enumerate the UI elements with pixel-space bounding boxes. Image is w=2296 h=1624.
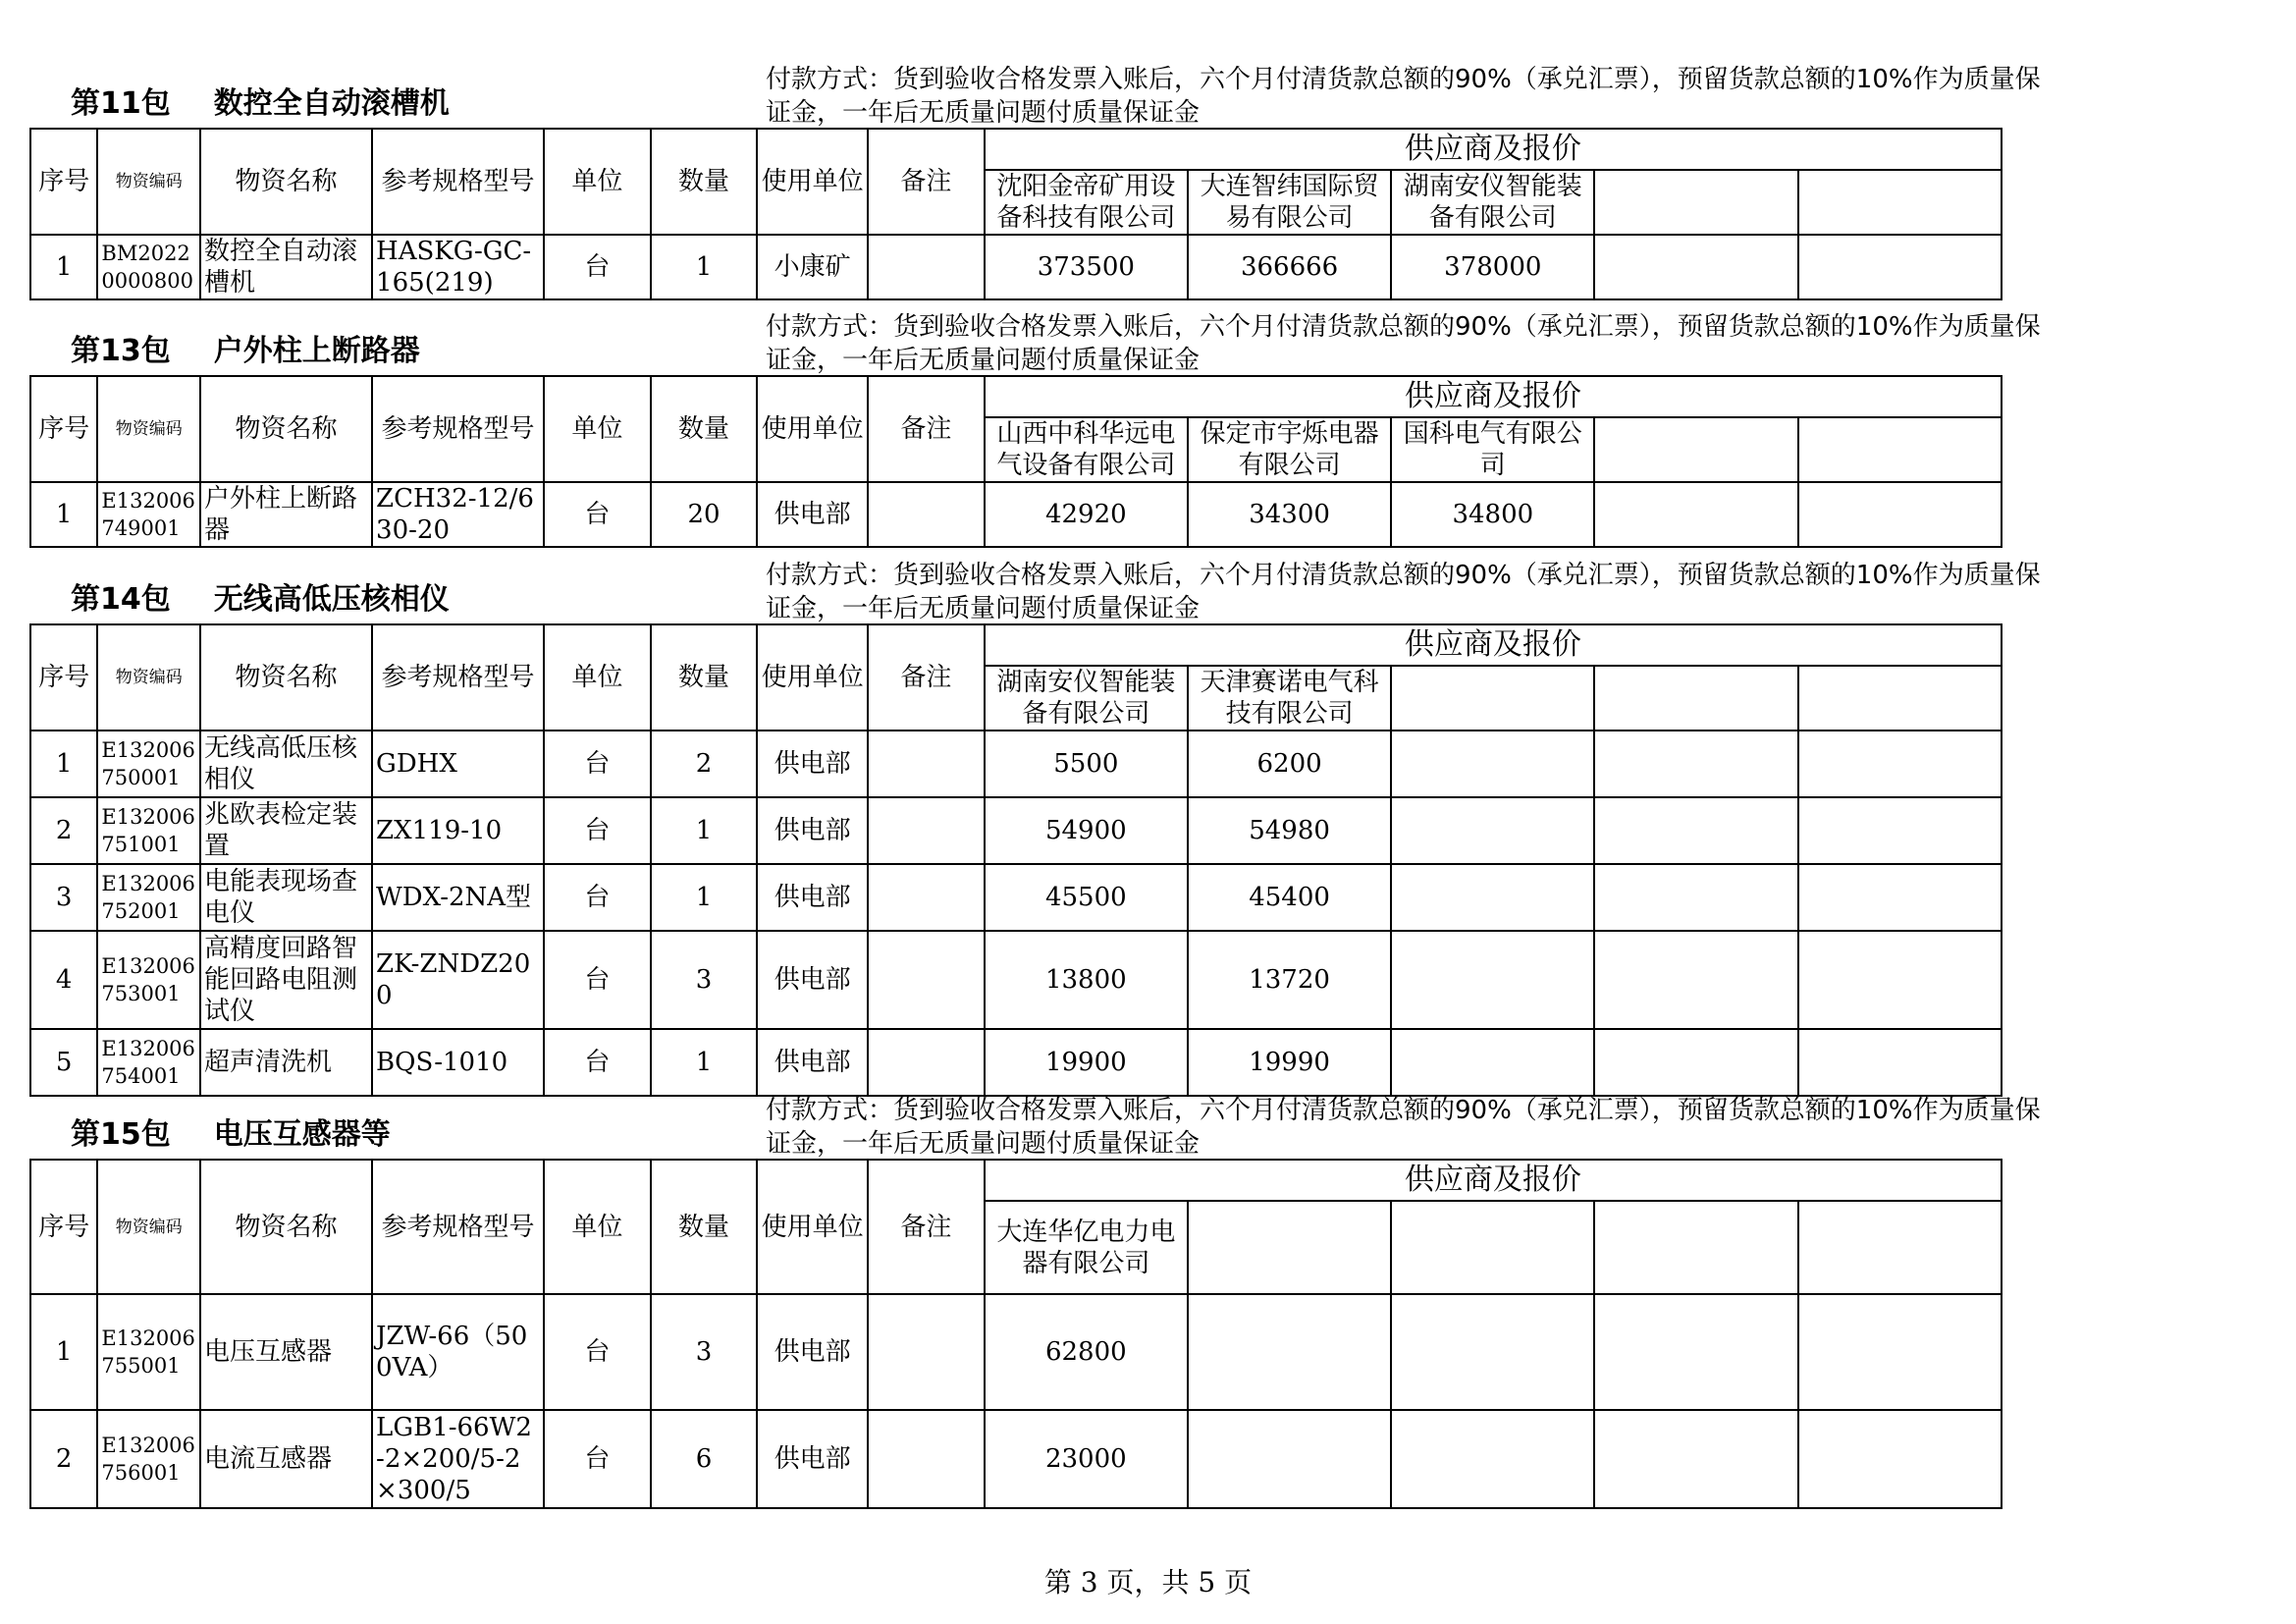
supplier-name bbox=[1798, 666, 2002, 731]
package-header bbox=[29, 306, 2041, 375]
header-code: 物资编码 bbox=[97, 1160, 200, 1294]
table-row bbox=[30, 797, 2002, 864]
package-section bbox=[29, 306, 2041, 548]
cell-price bbox=[1188, 1410, 1391, 1508]
cell-remark bbox=[868, 931, 985, 1029]
cell-price bbox=[1594, 235, 1797, 299]
cell-price: 54900 bbox=[985, 797, 1188, 864]
cell-code: E132006753001 bbox=[97, 931, 200, 1029]
header-supplier-quote: 供应商及报价 bbox=[985, 1160, 2002, 1201]
payment-terms: 付款方式：货到验收合格发票入账后，六个月付清货款总额的90%（承兑汇票），预留货款总额的10%作为质量保证金，一年后无质量问题付质量保证金 bbox=[766, 561, 2041, 623]
header-supplier-quote: 供应商及报价 bbox=[985, 376, 2002, 417]
cell-name: 无线高低压核相仪 bbox=[200, 731, 372, 797]
cell-unit: 台 bbox=[544, 1294, 651, 1410]
cell-seq: 4 bbox=[30, 931, 97, 1029]
header-unit: 单位 bbox=[544, 1160, 651, 1294]
cell-price: 373500 bbox=[985, 235, 1188, 299]
header-seq: 序号 bbox=[30, 624, 97, 731]
table-row bbox=[30, 1410, 2002, 1508]
supplier-name bbox=[1798, 170, 2002, 235]
header-row bbox=[30, 376, 2002, 417]
payment-terms: 付款方式：货到验收合格发票入账后，六个月付清货款总额的90%（承兑汇票），预留货款总额的10%作为质量保证金，一年后无质量问题付质量保证金 bbox=[766, 312, 2041, 375]
header-qty: 数量 bbox=[651, 624, 758, 731]
cell-seq: 2 bbox=[30, 1410, 97, 1508]
package-title bbox=[71, 79, 493, 122]
cell-price: 34300 bbox=[1188, 482, 1391, 547]
package-name: 数控全自动滚槽机 bbox=[213, 86, 450, 121]
supplier-name: 大连智纬国际贸易有限公司 bbox=[1188, 170, 1391, 235]
header-unit: 单位 bbox=[544, 624, 651, 731]
cell-qty: 1 bbox=[651, 797, 758, 864]
cell-seq: 3 bbox=[30, 864, 97, 931]
header-user: 使用单位 bbox=[757, 376, 868, 482]
cell-price bbox=[1798, 797, 2002, 864]
cell-remark bbox=[868, 797, 985, 864]
cell-user: 供电部 bbox=[757, 931, 868, 1029]
cell-price bbox=[1594, 864, 1797, 931]
quote-table bbox=[29, 623, 2002, 1097]
package-title bbox=[71, 574, 493, 618]
cell-user: 供电部 bbox=[757, 797, 868, 864]
cell-price bbox=[1391, 1029, 1594, 1096]
cell-name: 电能表现场查电仪 bbox=[200, 864, 372, 931]
cell-unit: 台 bbox=[544, 1410, 651, 1508]
supplier-name: 保定市宇烁电器有限公司 bbox=[1188, 417, 1391, 482]
cell-user: 供电部 bbox=[757, 1294, 868, 1410]
cell-qty: 1 bbox=[651, 1029, 758, 1096]
cell-price bbox=[1594, 482, 1797, 547]
cell-seq: 5 bbox=[30, 1029, 97, 1096]
supplier-name bbox=[1391, 1201, 1594, 1294]
cell-code: E132006749001 bbox=[97, 482, 200, 547]
quote-table bbox=[29, 128, 2002, 300]
cell-name: 高精度回路智能回路电阻测试仪 bbox=[200, 931, 372, 1029]
cell-name: 数控全自动滚槽机 bbox=[200, 235, 372, 299]
header-unit: 单位 bbox=[544, 129, 651, 235]
cell-unit: 台 bbox=[544, 1029, 651, 1096]
cell-price bbox=[1798, 864, 2002, 931]
cell-qty: 3 bbox=[651, 931, 758, 1029]
cell-remark bbox=[868, 1029, 985, 1096]
package-number: 第13包 bbox=[71, 334, 171, 368]
cell-price bbox=[1594, 1294, 1797, 1410]
supplier-name bbox=[1594, 417, 1797, 482]
header-code: 物资编码 bbox=[97, 129, 200, 235]
table-row bbox=[30, 931, 2002, 1029]
header-supplier-quote: 供应商及报价 bbox=[985, 129, 2002, 170]
supplier-name: 湖南安仪智能装备有限公司 bbox=[985, 666, 1188, 731]
cell-price bbox=[1391, 1410, 1594, 1508]
supplier-name: 天津赛诺电气科技有限公司 bbox=[1188, 666, 1391, 731]
cell-name: 电压互感器 bbox=[200, 1294, 372, 1410]
cell-price: 45400 bbox=[1188, 864, 1391, 931]
cell-price bbox=[1594, 1029, 1797, 1096]
header-remark: 备注 bbox=[868, 129, 985, 235]
table-row bbox=[30, 1294, 2002, 1410]
cell-price: 366666 bbox=[1188, 235, 1391, 299]
header-spec: 参考规格型号 bbox=[372, 129, 544, 235]
supplier-name: 湖南安仪智能装备有限公司 bbox=[1391, 170, 1594, 235]
cell-unit: 台 bbox=[544, 482, 651, 547]
cell-price: 23000 bbox=[985, 1410, 1188, 1508]
cell-unit: 台 bbox=[544, 931, 651, 1029]
cell-price: 54980 bbox=[1188, 797, 1391, 864]
cell-remark bbox=[868, 1410, 985, 1508]
cell-price bbox=[1188, 1294, 1391, 1410]
table-row bbox=[30, 731, 2002, 797]
cell-price: 42920 bbox=[985, 482, 1188, 547]
cell-code: E132006751001 bbox=[97, 797, 200, 864]
cell-spec: HASKG-GC-165(219) bbox=[372, 235, 544, 299]
cell-price bbox=[1391, 1294, 1594, 1410]
package-number: 第14包 bbox=[71, 582, 171, 617]
package-number: 第15包 bbox=[71, 1117, 171, 1152]
cell-price bbox=[1391, 931, 1594, 1029]
header-name: 物资名称 bbox=[200, 1160, 372, 1294]
header-spec: 参考规格型号 bbox=[372, 376, 544, 482]
cell-qty: 1 bbox=[651, 235, 758, 299]
cell-spec: JZW-66（500VA） bbox=[372, 1294, 544, 1410]
cell-seq: 2 bbox=[30, 797, 97, 864]
cell-user: 供电部 bbox=[757, 1410, 868, 1508]
header-seq: 序号 bbox=[30, 376, 97, 482]
header-supplier-quote: 供应商及报价 bbox=[985, 624, 2002, 666]
header-remark: 备注 bbox=[868, 376, 985, 482]
header-row bbox=[30, 1160, 2002, 1201]
supplier-name bbox=[1594, 666, 1797, 731]
header-seq: 序号 bbox=[30, 1160, 97, 1294]
cell-price bbox=[1391, 864, 1594, 931]
table-row bbox=[30, 1029, 2002, 1096]
cell-user: 供电部 bbox=[757, 731, 868, 797]
cell-user: 供电部 bbox=[757, 482, 868, 547]
cell-price: 5500 bbox=[985, 731, 1188, 797]
cell-price: 34800 bbox=[1391, 482, 1594, 547]
cell-code: E132006750001 bbox=[97, 731, 200, 797]
payment-terms: 付款方式：货到验收合格发票入账后，六个月付清货款总额的90%（承兑汇票），预留货款总额的10%作为质量保证金，一年后无质量问题付质量保证金 bbox=[766, 65, 2041, 128]
header-remark: 备注 bbox=[868, 624, 985, 731]
package-title bbox=[71, 326, 463, 369]
cell-unit: 台 bbox=[544, 864, 651, 931]
header-row bbox=[30, 129, 2002, 170]
cell-price bbox=[1594, 731, 1797, 797]
cell-price bbox=[1798, 1410, 2002, 1508]
cell-remark bbox=[868, 731, 985, 797]
supplier-name: 国科电气有限公司 bbox=[1391, 417, 1594, 482]
page-footer: 第 3 页，共 5 页 bbox=[1043, 1566, 1253, 1598]
package-section bbox=[29, 59, 2041, 300]
cell-seq: 1 bbox=[30, 235, 97, 299]
cell-code: E132006754001 bbox=[97, 1029, 200, 1096]
cell-price bbox=[1594, 931, 1797, 1029]
cell-price bbox=[1798, 235, 2002, 299]
cell-spec: BQS-1010 bbox=[372, 1029, 544, 1096]
package-title bbox=[71, 1110, 434, 1153]
cell-user: 供电部 bbox=[757, 864, 868, 931]
cell-price bbox=[1391, 797, 1594, 864]
header-code: 物资编码 bbox=[97, 624, 200, 731]
supplier-name bbox=[1188, 1201, 1391, 1294]
package-name: 户外柱上断路器 bbox=[213, 334, 420, 368]
table-row bbox=[30, 235, 2002, 299]
cell-code: BM20220000800 bbox=[97, 235, 200, 299]
supplier-name bbox=[1798, 1201, 2002, 1294]
cell-spec: ZX119-10 bbox=[372, 797, 544, 864]
package-number: 第11包 bbox=[71, 86, 171, 121]
cell-price bbox=[1594, 797, 1797, 864]
cell-price bbox=[1798, 1294, 2002, 1410]
cell-seq: 1 bbox=[30, 482, 97, 547]
header-qty: 数量 bbox=[651, 1160, 758, 1294]
cell-qty: 2 bbox=[651, 731, 758, 797]
supplier-name: 大连华亿电力电器有限公司 bbox=[985, 1201, 1188, 1294]
cell-spec: WDX-2NA型 bbox=[372, 864, 544, 931]
header-code: 物资编码 bbox=[97, 376, 200, 482]
header-user: 使用单位 bbox=[757, 1160, 868, 1294]
cell-price bbox=[1798, 931, 2002, 1029]
supplier-name bbox=[1391, 666, 1594, 731]
cell-remark bbox=[868, 864, 985, 931]
cell-name: 超声清洗机 bbox=[200, 1029, 372, 1096]
cell-qty: 20 bbox=[651, 482, 758, 547]
supplier-name: 山西中科华远电气设备有限公司 bbox=[985, 417, 1188, 482]
header-name: 物资名称 bbox=[200, 129, 372, 235]
cell-remark bbox=[868, 482, 985, 547]
cell-code: E132006756001 bbox=[97, 1410, 200, 1508]
supplier-name: 沈阳金帝矿用设备科技有限公司 bbox=[985, 170, 1188, 235]
cell-qty: 1 bbox=[651, 864, 758, 931]
payment-terms: 付款方式：货到验收合格发票入账后，六个月付清货款总额的90%（承兑汇票），预留货款总额的10%作为质量保证金，一年后无质量问题付质量保证金 bbox=[766, 1096, 2041, 1159]
cell-unit: 台 bbox=[544, 797, 651, 864]
package-section bbox=[29, 1090, 2041, 1509]
cell-remark bbox=[868, 1294, 985, 1410]
cell-name: 户外柱上断路器 bbox=[200, 482, 372, 547]
cell-user: 小康矿 bbox=[757, 235, 868, 299]
header-spec: 参考规格型号 bbox=[372, 1160, 544, 1294]
cell-seq: 1 bbox=[30, 1294, 97, 1410]
cell-spec: ZCH32-12/630-20 bbox=[372, 482, 544, 547]
cell-price bbox=[1798, 731, 2002, 797]
header-seq: 序号 bbox=[30, 129, 97, 235]
cell-code: E132006752001 bbox=[97, 864, 200, 931]
supplier-name bbox=[1798, 417, 2002, 482]
cell-price bbox=[1391, 731, 1594, 797]
header-remark: 备注 bbox=[868, 1160, 985, 1294]
cell-price: 19990 bbox=[1188, 1029, 1391, 1096]
cell-qty: 3 bbox=[651, 1294, 758, 1410]
package-header bbox=[29, 1090, 2041, 1159]
cell-unit: 台 bbox=[544, 731, 651, 797]
cell-unit: 台 bbox=[544, 235, 651, 299]
package-name: 电压互感器等 bbox=[213, 1117, 391, 1152]
supplier-name bbox=[1594, 170, 1797, 235]
cell-spec: ZK-ZNDZ200 bbox=[372, 931, 544, 1029]
cell-name: 兆欧表检定装置 bbox=[200, 797, 372, 864]
cell-code: E132006755001 bbox=[97, 1294, 200, 1410]
quote-table bbox=[29, 375, 2002, 548]
header-user: 使用单位 bbox=[757, 129, 868, 235]
cell-seq: 1 bbox=[30, 731, 97, 797]
header-unit: 单位 bbox=[544, 376, 651, 482]
cell-price bbox=[1798, 1029, 2002, 1096]
package-name: 无线高低压核相仪 bbox=[213, 582, 450, 617]
header-user: 使用单位 bbox=[757, 624, 868, 731]
cell-price: 378000 bbox=[1391, 235, 1594, 299]
supplier-name bbox=[1594, 1201, 1797, 1294]
table-row bbox=[30, 482, 2002, 547]
cell-price bbox=[1798, 482, 2002, 547]
cell-remark bbox=[868, 235, 985, 299]
header-name: 物资名称 bbox=[200, 624, 372, 731]
table-row bbox=[30, 864, 2002, 931]
header-qty: 数量 bbox=[651, 376, 758, 482]
package-section bbox=[29, 555, 2041, 1097]
cell-qty: 6 bbox=[651, 1410, 758, 1508]
cell-price bbox=[1594, 1410, 1797, 1508]
quote-table bbox=[29, 1159, 2002, 1509]
cell-price: 62800 bbox=[985, 1294, 1188, 1410]
cell-price: 13720 bbox=[1188, 931, 1391, 1029]
cell-spec: GDHX bbox=[372, 731, 544, 797]
header-spec: 参考规格型号 bbox=[372, 624, 544, 731]
cell-price: 19900 bbox=[985, 1029, 1188, 1096]
cell-name: 电流互感器 bbox=[200, 1410, 372, 1508]
cell-price: 13800 bbox=[985, 931, 1188, 1029]
package-header bbox=[29, 555, 2041, 623]
cell-spec: LGB1-66W2-2×200/5-2×300/5 bbox=[372, 1410, 544, 1508]
cell-user: 供电部 bbox=[757, 1029, 868, 1096]
cell-price: 6200 bbox=[1188, 731, 1391, 797]
header-qty: 数量 bbox=[651, 129, 758, 235]
header-name: 物资名称 bbox=[200, 376, 372, 482]
header-row bbox=[30, 624, 2002, 666]
cell-price: 45500 bbox=[985, 864, 1188, 931]
package-header bbox=[29, 59, 2041, 128]
